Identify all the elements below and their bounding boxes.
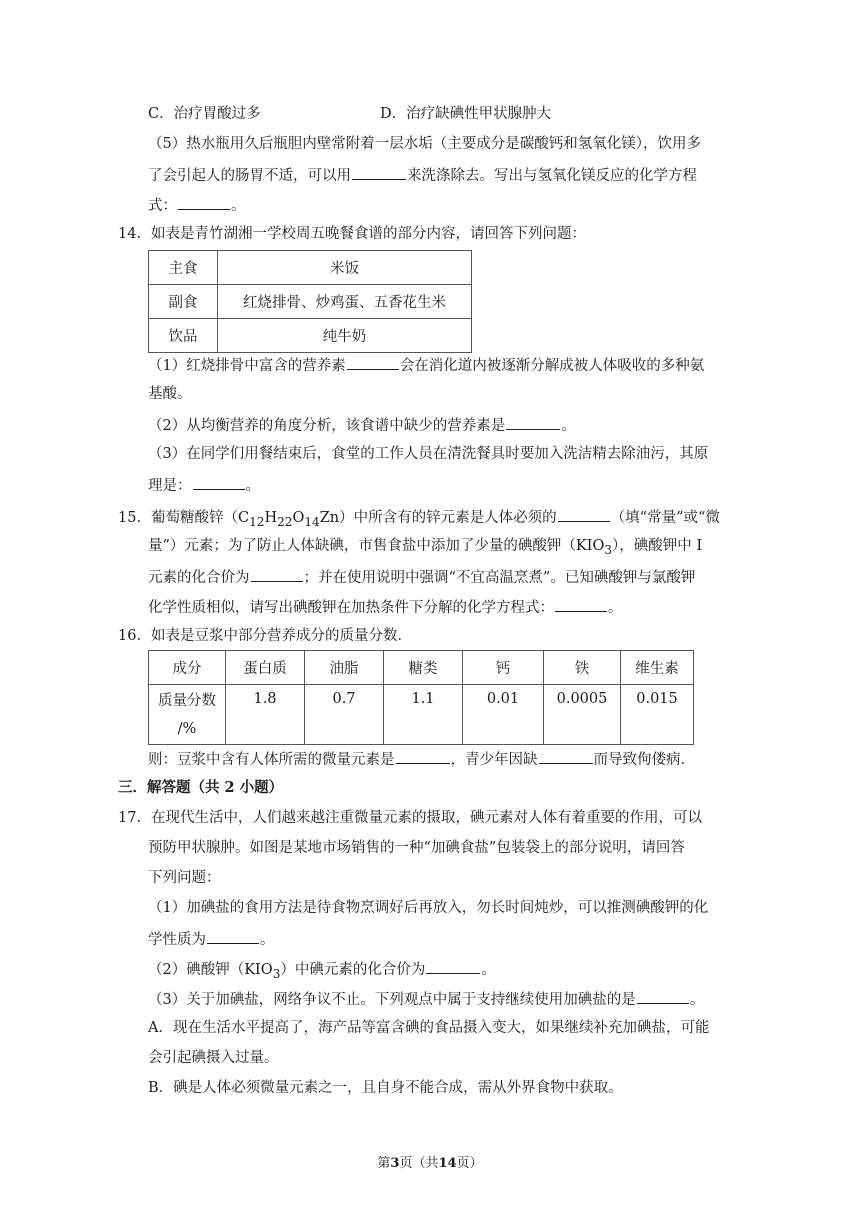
page-footer: 第3页（共14页） <box>377 1156 483 1171</box>
table-header: 成分 <box>149 651 226 685</box>
q17-part1-line2: 学性质为 。 <box>148 928 275 950</box>
table-cell: 副食 <box>149 285 218 319</box>
q14-part1-line2: 基酸。 <box>148 386 192 402</box>
answer-blank <box>207 928 259 944</box>
q14-part3-line2: 理是： 。 <box>148 474 260 496</box>
answer-blank <box>558 506 610 522</box>
q17-part3: （3）关于加碘盐，网络争议不止。下列观点中属于支持继续使用加碘盐的是 。 <box>148 988 704 1010</box>
table-header: 糖类 <box>384 651 463 685</box>
table-cell: 0.015 <box>621 685 694 745</box>
table-cell: 0.7 <box>305 685 384 745</box>
section-heading: 三．解答题（共 2 小题） <box>118 779 284 796</box>
answer-blank <box>426 958 480 974</box>
q13-part5-line2: 了会引起人的肠胃不适，可以用 来洗涤除去。写出与氢氧化镁反应的化学方程 <box>148 164 697 186</box>
q15-line4: 化学性质相似，请写出碘酸钾在加热条件下分解的化学方程式： 。 <box>148 596 623 618</box>
q15-line2: 量”）元素；为了防止人体缺碘，市售食盐中添加了少量的碘酸钾$(KIO_3)$，碘酸钾中 I <box>148 538 703 557</box>
zinc-gluconate-formula: $C_{12}H_{22}O_{14}Zn$ <box>237 510 340 529</box>
q14-part1-line1: （1）红烧排骨中富含的营养素 会在消化道内被逐渐分解成被人体吸收的多种氨 <box>148 354 704 376</box>
q13-option-c: C．治疗胃酸过多 <box>148 106 261 122</box>
q17-part1-line1: （1）加碘盐的食用方法是待食物烹调好后再放入，勿长时间炖炒，可以推测碘酸钾的化 <box>148 900 709 916</box>
table-cell: 红烧排骨、炒鸡蛋、五香花生米 <box>218 285 472 319</box>
q14-part3-line1: （3）在同学们用餐结束后，食堂的工作人员在清洗餐具时要加入洗洁精去除油污，其原 <box>148 446 709 462</box>
q17-option-a-line2: 会引起碘摄入过量。 <box>148 1050 279 1066</box>
answer-blank <box>396 748 450 764</box>
q13-option-d: D．治疗缺碘性甲状腺肿大 <box>380 106 552 122</box>
q17-stem-line3: 下列问题： <box>148 870 221 886</box>
q14-stem: 14．如表是青竹湖湘一学校周五晚餐食谱的部分内容，请回答下列问题： <box>118 226 586 242</box>
table-header: 油脂 <box>305 651 384 685</box>
q15-line3: 元素的化合价为 ；并在使用说明中强调“不宜高温烹煮”。已知碘酸钾与氯酸钾 <box>148 566 695 588</box>
answer-blank <box>193 474 245 490</box>
answer-blank <box>251 566 303 582</box>
q15-line1: 15．葡萄糖酸锌$(C_{12}H_{22}O_{14}Zn)$中所含有的锌元素是人体必须的 （填“常量”或“微 <box>118 506 720 532</box>
answer-blank <box>352 164 406 180</box>
table-header: 维生素 <box>621 651 694 685</box>
table-cell: 主食 <box>149 251 218 285</box>
table-cell: 饮品 <box>149 319 218 353</box>
q13-part5-line1: （5）热水瓶用久后瓶胆内壁常附着一层水垢（主要成分是碳酸钙和氢氧化镁），饮用多 <box>148 136 701 152</box>
q17-option-a-line1: A．现在生活水平提高了，海产品等富含碘的食品摄入变大，如果继续补充加碘盐，可能 <box>148 1020 710 1036</box>
row-label: 质量分数 /% <box>149 685 226 745</box>
soymilk-nutrient-table <box>148 650 694 745</box>
table-cell: 1.8 <box>226 685 305 745</box>
answer-blank <box>178 194 230 210</box>
q14-menu-table <box>148 250 472 353</box>
table-cell: 米饭 <box>218 251 472 285</box>
q17-option-b: B．碘是人体必须微量元素之一，且自身不能合成，需从外界食物中获取。 <box>148 1080 623 1096</box>
table-header: 铁 <box>544 651 621 685</box>
table-header: 钙 <box>463 651 544 685</box>
q14-part2: （2）从均衡营养的角度分析，该食谱中缺少的营养素是 。 <box>148 414 576 436</box>
q16-stem: 16．如表是豆浆中部分营养成分的质量分数． <box>118 628 412 644</box>
q13-part5-line3: 式： 。 <box>148 194 246 216</box>
table-cell: 0.0005 <box>544 685 621 745</box>
q17-stem-line2: 预防甲状腺肿。如图是某地市场销售的一种“加碘食盐”包装袋上的部分说明，请回答 <box>148 840 685 856</box>
q16-answer-line: 则：豆浆中含有人体所需的微量元素是 ，青少年因缺 而导致佝偻病． <box>148 748 695 770</box>
answer-blank <box>555 596 607 612</box>
answer-blank <box>637 988 689 1004</box>
answer-blank <box>506 414 560 430</box>
table-cell: 0.01 <box>463 685 544 745</box>
table-cell: 1.1 <box>384 685 463 745</box>
answer-blank <box>347 354 399 370</box>
q17-stem-line1: 17．在现代生活中，人们越来越注重微量元素的摄取，碘元素对人体有着重要的作用，可以 <box>118 810 702 826</box>
table-cell: 纯牛奶 <box>218 319 472 353</box>
answer-blank <box>539 748 593 764</box>
table-header: 蛋白质 <box>226 651 305 685</box>
q17-part2: （2）碘酸钾$(KIO_3)$中碘元素的化合价为 。 <box>148 958 496 984</box>
